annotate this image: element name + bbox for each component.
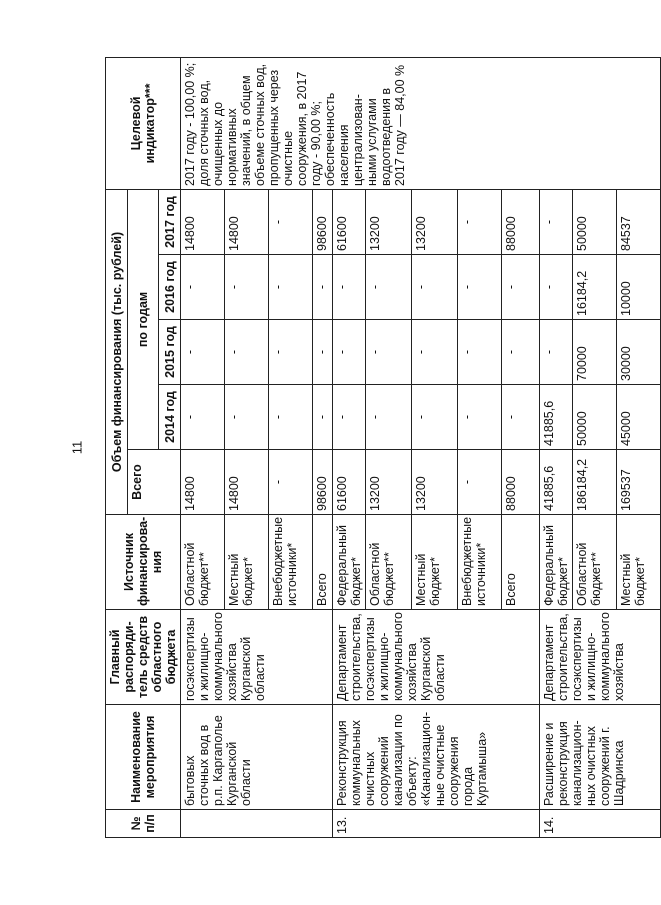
cell-2015: - (333, 320, 366, 385)
cell-2014: - (313, 385, 333, 450)
cell-total: 186184,2 (573, 450, 617, 515)
cell-2017: - (269, 189, 313, 254)
cell-2016: - (333, 255, 366, 320)
table-row (181, 57, 225, 837)
header-funding: Объем финансирования (тыс. рублей) (106, 189, 128, 514)
cell-2014: - (366, 385, 412, 450)
cell-total: - (458, 450, 502, 515)
cell-total: 14800 (181, 450, 225, 515)
cell-source: Областной бюджет** (573, 515, 617, 610)
cell-source: Местный бюджет* (412, 515, 458, 610)
cell-total: 14800 (225, 450, 269, 515)
cell-2017: 88000 (502, 189, 540, 254)
cell-source: Внебюджетные источники* (269, 515, 313, 610)
cell-2015: 30000 (617, 320, 661, 385)
cell-2015: - (540, 320, 573, 385)
cell-2016: - (458, 255, 502, 320)
cell-2015: - (269, 320, 313, 385)
header-2015: 2015 год (159, 320, 181, 385)
cell-2017: 84537 (617, 189, 661, 254)
item14-num: 14. (540, 810, 661, 838)
cell-2014: 41885,6 (540, 385, 573, 450)
cell-2016: - (540, 255, 573, 320)
cell-2015: - (225, 320, 269, 385)
cell-source: Областной бюджет** (366, 515, 412, 610)
cell-2016: - (366, 255, 412, 320)
cell-2014: - (181, 385, 225, 450)
cell-2015: - (313, 320, 333, 385)
cell-2014: - (412, 385, 458, 450)
cell-source: Всего (502, 515, 540, 610)
cont-name: бытовых сточных вод в р.п. Каргаполье Курганской области (181, 705, 333, 810)
cell-total: - (269, 450, 313, 515)
cell-total: 13200 (366, 450, 412, 515)
cell-2016: - (181, 255, 225, 320)
cell-total: 88000 (502, 450, 540, 515)
cell-2015: - (458, 320, 502, 385)
cont-manager: госэкспертизы и жилищно- коммунального хозяйства Курганской области (181, 610, 333, 705)
cell-2014: 45000 (617, 385, 661, 450)
cell-source: Федеральный бюджет* (540, 515, 573, 610)
header-2017: 2017 год (159, 189, 181, 254)
cell-2014: - (458, 385, 502, 450)
cell-2017: 13200 (412, 189, 458, 254)
cell-2016: - (269, 255, 313, 320)
header-2016: 2016 год (159, 255, 181, 320)
cell-2016: 16184,2 (573, 255, 617, 320)
cell-source: Федеральный бюджет* (333, 515, 366, 610)
cell-2015: - (412, 320, 458, 385)
cell-2017: 98600 (313, 189, 333, 254)
cell-2016: - (313, 255, 333, 320)
cell-source: Всего (313, 515, 333, 610)
cell-2017: - (458, 189, 502, 254)
cell-2015: - (181, 320, 225, 385)
cell-2015: 70000 (573, 320, 617, 385)
header-source: Источник финансирова- ния (106, 515, 181, 610)
cell-2017: - (540, 189, 573, 254)
item14-name: Расширение и реконструкция канализацион- ных очистных сооружений г. Шадринска (540, 705, 661, 810)
page-number: 11 (69, 440, 85, 455)
cell-2016: - (412, 255, 458, 320)
cell-total: 98600 (313, 450, 333, 515)
header-name: Наименование мероприятия (106, 705, 181, 810)
rotated-page (105, 58, 647, 838)
item14-manager: Департамент строительства, госэкспертизы и жилищно- коммунального хозяйства (540, 610, 661, 705)
cell-2014: 50000 (573, 385, 617, 450)
cell-2015: - (502, 320, 540, 385)
header-by-years: по годам (128, 189, 159, 449)
cell-2016: - (502, 255, 540, 320)
header-total: Всего (128, 450, 181, 515)
header-indicator: Целевой индикатор*** (106, 57, 181, 189)
header-manager: Главный распоряди- тель средств областного бюджета (106, 610, 181, 705)
cell-2017: 13200 (366, 189, 412, 254)
cell-2017: 50000 (573, 189, 617, 254)
cell-2016: - (225, 255, 269, 320)
cell-2017: 14800 (225, 189, 269, 254)
cell-2017: 14800 (181, 189, 225, 254)
cell-2015: - (366, 320, 412, 385)
item13-manager: Департамент строительства, госэкспертизы и жилищно- коммунального хозяйства Курганской области (333, 610, 540, 705)
cell-total: 41885,6 (540, 450, 573, 515)
cell-total: 13200 (412, 450, 458, 515)
cell-total: 61600 (333, 450, 366, 515)
cell-total: 169537 (617, 450, 661, 515)
cell-2017: 61600 (333, 189, 366, 254)
cell-source: Внебюджетные источники* (458, 515, 502, 610)
item13-name: Реконструкция коммунальных очистных сооружений канализации по объекту: «Канализацион- ные очистные сооружения города Куртамыша» (333, 705, 540, 810)
cell-source: Местный бюджет* (225, 515, 269, 610)
funding-table (105, 57, 661, 838)
cell-2014: - (225, 385, 269, 450)
cell-2014: - (333, 385, 366, 450)
header-num: № п/п (106, 810, 181, 838)
cell-2016: 10000 (617, 255, 661, 320)
cell-2014: - (269, 385, 313, 450)
cont-indicator: 2017 году - 100,00 %; доля сточных вод, очищенных до нормативных значений, в общем объеме сточных вод, пропущенных через очистные сооружения, в 2017 году - 90,00 %; обеспеченность населения централизован- ными услугами водоотведения в 2017 году — 84,00 % (181, 57, 661, 189)
cell-source: Областной бюджет** (181, 515, 225, 610)
cell-source: Местный бюджет* (617, 515, 661, 610)
header-2014: 2014 год (159, 385, 181, 450)
cell-2014: - (502, 385, 540, 450)
item13-num: 13. (333, 810, 540, 838)
